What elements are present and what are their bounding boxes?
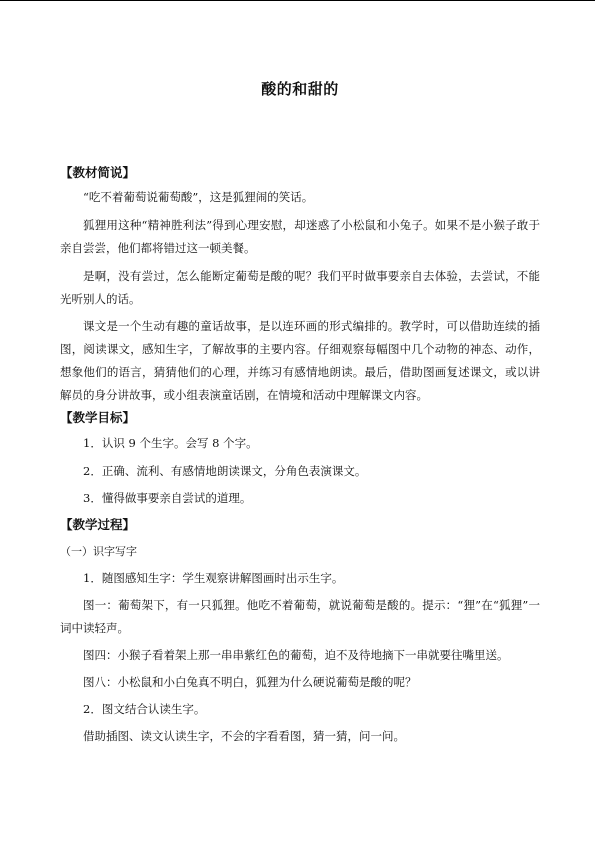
header-rule bbox=[0, 0, 595, 1]
goal-item-2: 2．正确、流利、有感情地朗读课文，分角色表演课文。 bbox=[83, 464, 367, 478]
section-heading-teaching-process: 【教学过程】 bbox=[60, 517, 136, 532]
subheading-literacy: （一）识字写字 bbox=[60, 545, 137, 558]
goal-item-1: 1．认识 9 个生字。会写 8 个字。 bbox=[83, 436, 258, 450]
figure-1-description: 图一：葡萄架下，有一只狐狸。他吃不着葡萄，就说葡萄是酸的。提示：“狸”在“狐狸”一词中读轻声。 bbox=[60, 598, 540, 635]
paragraph-fox: 狐狸用这种“精神胜利法”得到心理安慰，却迷惑了小松鼠和小兔子。如果不是小猴子敢于亲自尝尝，他们都将错过这一顿美餐。 bbox=[60, 218, 540, 255]
paragraph-read-characters: 借助插图、读文认读生字，不会的字看看图，猜一猜，问一问。 bbox=[83, 729, 405, 743]
document-title: 酸的和甜的 bbox=[261, 80, 339, 98]
goal-item-3: 3．懂得做事要亲自尝试的道理。 bbox=[83, 491, 252, 505]
section-heading-teaching-goals: 【教学目标】 bbox=[60, 410, 136, 425]
figure-8-description: 图八：小松鼠和小白兔真不明白，狐狸为什么硬说葡萄是酸的呢？ bbox=[83, 675, 417, 689]
paragraph-intro: “吃不着葡萄说葡萄酸”，这是狐狸闹的笑话。 bbox=[83, 190, 314, 204]
figure-4-description: 图四：小猴子看着架上那一串串紫红色的葡萄，迫不及待地摘下一串就要往嘴里送。 bbox=[83, 648, 509, 662]
step-1: 1．随图感知生字：学生观察讲解图画时出示生字。 bbox=[83, 571, 344, 585]
paragraph-lesson-description: 课文是一个生动有趣的童话故事，是以连环画的形式编排的。教学时，可以借助连续的插图，阅读课文，感知生字，了解故事的主要内容。仔细观察每幅图中几个动物的神态、动作，想象他们的语言，猜猜他们的心理，并练习有感情地朗读。最后，借助图画复述课文，或以讲解员的身分讲故事，或小组表演童话剧，在情境和活动中理解课文内容。 bbox=[60, 319, 540, 402]
step-2: 2．图文结合认读生字。 bbox=[83, 702, 206, 716]
section-heading-textbook-summary: 【教材简说】 bbox=[60, 165, 136, 180]
paragraph-try: 是啊，没有尝过，怎么能断定葡萄是酸的呢？我们平时做事要亲自去体验，去尝试，不能光听别人的话。 bbox=[60, 269, 540, 306]
